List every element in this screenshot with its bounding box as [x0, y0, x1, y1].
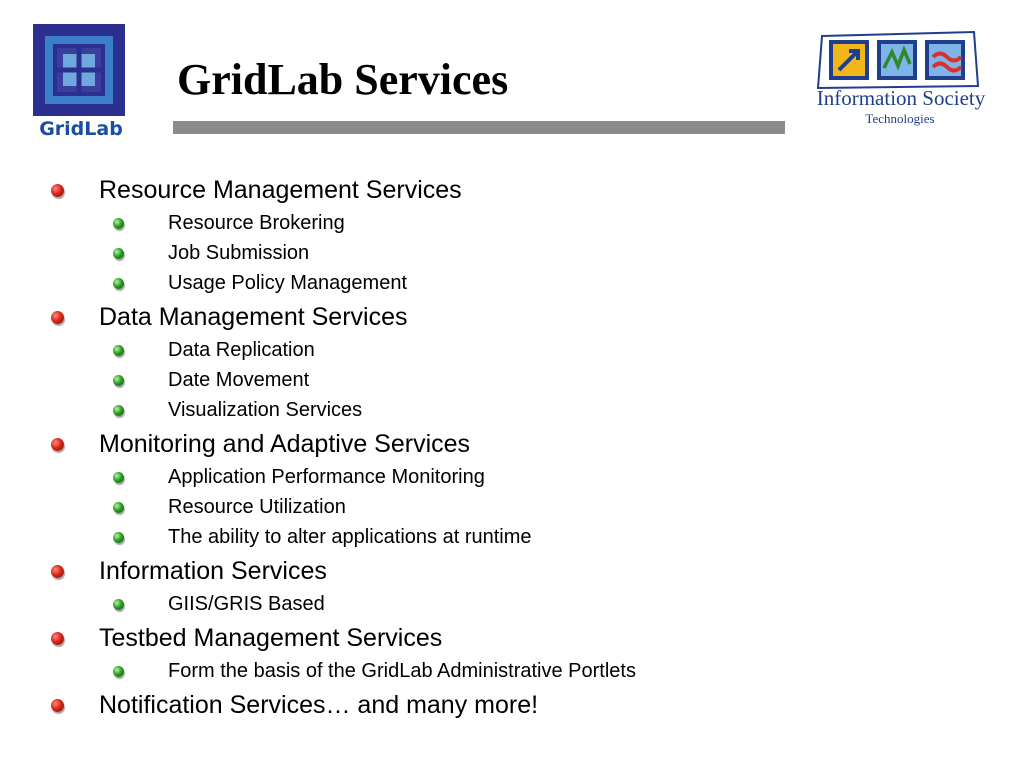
ist-logo [800, 28, 1000, 132]
list-item: GIIS/GRIS Based [168, 593, 325, 615]
list-item: Resource Brokering [168, 212, 345, 234]
green-bullet-icon [113, 599, 124, 610]
page-title: GridLab Services [177, 55, 509, 104]
list-item: Usage Policy Management [168, 272, 408, 294]
list-item: Data Replication [168, 339, 315, 361]
red-bullet-icon [51, 699, 64, 712]
red-bullet-icon [51, 632, 64, 645]
ist-logo-title: Information Society [816, 86, 986, 110]
list-item: Form the basis of the GridLab Administrative Portlets [168, 660, 636, 682]
gridlab-logo [33, 24, 129, 142]
title-underline [173, 121, 785, 134]
section-heading: Monitoring and Adaptive Services [99, 430, 471, 458]
green-bullet-icon [113, 218, 124, 229]
green-bullet-icon [113, 502, 124, 513]
list-item: Job Submission [168, 242, 310, 264]
section-heading: Notification Services… and many more! [99, 691, 539, 719]
list-item: Date Movement [168, 369, 310, 391]
green-bullet-icon [113, 472, 124, 483]
green-bullet-icon [113, 278, 124, 289]
red-bullet-icon [51, 438, 64, 451]
ist-logo-subtitle: Technologies [865, 111, 935, 126]
list-item: The ability to alter applications at runtime [168, 526, 532, 548]
red-bullet-icon [51, 565, 64, 578]
section-heading: Resource Management Services [99, 176, 462, 204]
green-bullet-icon [113, 375, 124, 386]
list-item: Visualization Services [168, 399, 363, 421]
green-bullet-icon [113, 405, 124, 416]
section-heading: Information Services [99, 557, 327, 585]
red-bullet-icon [51, 184, 64, 197]
gridlab-logo-graphic [33, 24, 125, 116]
section-heading: Testbed Management Services [99, 624, 443, 652]
list-item: Resource Utilization [168, 496, 346, 518]
gridlab-logo-text: GridLab [39, 118, 123, 140]
green-bullet-icon [113, 248, 124, 259]
green-bullet-icon [113, 532, 124, 543]
green-bullet-icon [113, 666, 124, 677]
list-item: Application Performance Monitoring [168, 466, 485, 488]
green-bullet-icon [113, 345, 124, 356]
section-heading: Data Management Services [99, 303, 408, 331]
red-bullet-icon [51, 311, 64, 324]
